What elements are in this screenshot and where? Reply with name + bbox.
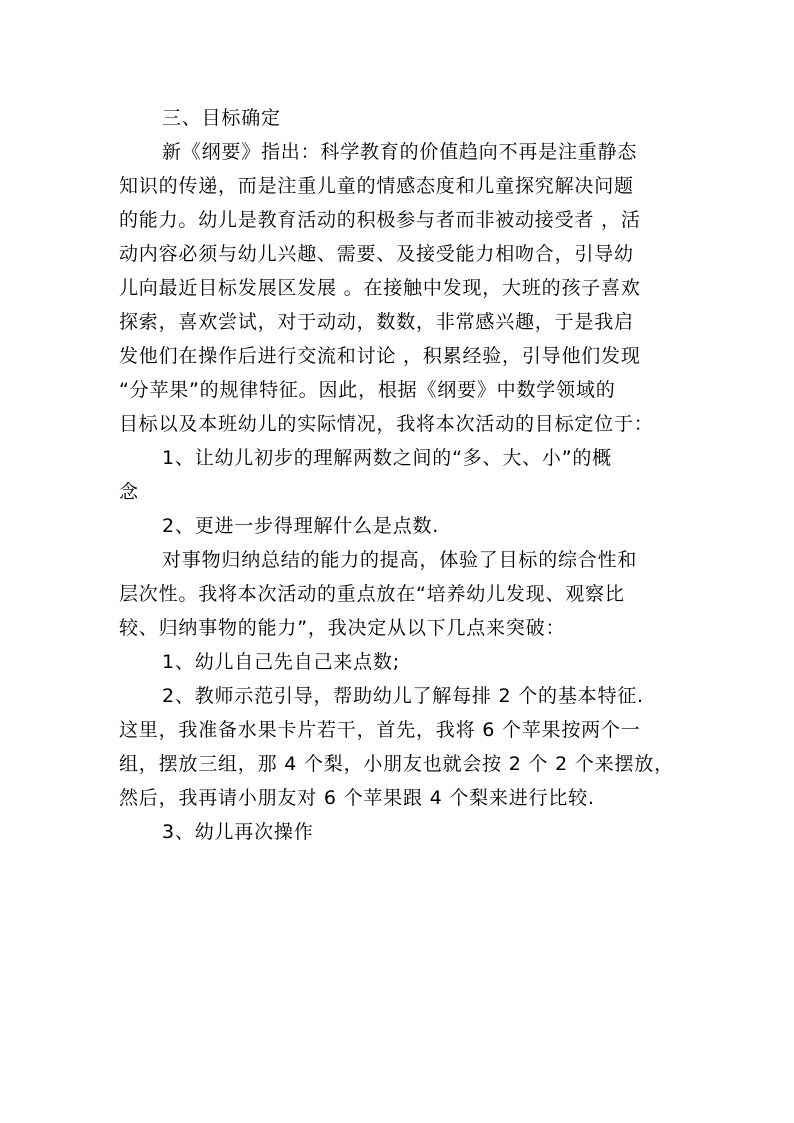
paragraph-line: 知识的传递，而是注重儿童的情感态度和儿童探究解决问题 [119, 175, 634, 197]
paragraph-line: 的能力。幼儿是教育活动的积极参与者而非被动接受者 ，活 [119, 209, 641, 231]
paragraph-line: 新《纲要》指出：科学教育的价值趋向不再是注重静态 [162, 141, 638, 163]
document-body [119, 101, 682, 849]
paragraph-line: 对事物归纳总结的能力的提高，体验了目标的综合性和 [162, 549, 638, 571]
list-item-continuation: 念 [119, 481, 139, 503]
paragraph-line: 较、归纳事物的能力”，我决定从以下几点来突破： [119, 617, 566, 639]
paragraph-line: 发他们在操作后进行交流和讨论 ，积累经验，引导他们发现 [119, 345, 641, 367]
paragraph-line: 儿向最近目标发展区发展 。在接触中发现，大班的孩子喜欢 [119, 277, 641, 299]
paragraph-line: 动内容必须与幼儿兴趣、需要、及接受能力相吻合，引导幼 [119, 243, 634, 265]
paragraph-line: 目标以及本班幼儿的实际情况，我将本次活动的目标定位于： [119, 413, 654, 435]
paragraph-line: 然后，我再请小朋友对 6 个苹果跟 4 个梨来进行比较. [119, 787, 595, 809]
list-item: 2、更进一步得理解什么是点数. [162, 515, 440, 537]
paragraph-line: 这里，我准备水果卡片若干，首先，我将 6 个苹果按两个一 [119, 719, 641, 741]
section-heading: 三、目标确定 [162, 107, 281, 129]
list-item: 1、幼儿自己先自己来点数; [162, 651, 400, 673]
paragraph-line: 组，摆放三组，那 4 个梨，小朋友也就会按 2 个 2 个来摆放， [119, 753, 674, 775]
paragraph-line: 探索，喜欢尝试，对于动动，数数，非常感兴趣，于是我启 [119, 311, 634, 333]
paragraph-line: “分苹果”的规律特征。因此，根据《纲要》中数学领域的 [119, 379, 616, 401]
list-item: 2、教师示范引导，帮助幼儿了解每排 2 个的基本特征. [162, 685, 644, 707]
list-item: 1、让幼儿初步的理解两数之间的“多、大、小”的概 [162, 447, 612, 469]
paragraph-line: 层次性。我将本次活动的重点放在“培养幼儿发现、观察比 [119, 583, 625, 605]
list-item: 3、幼儿再次操作 [162, 821, 314, 843]
